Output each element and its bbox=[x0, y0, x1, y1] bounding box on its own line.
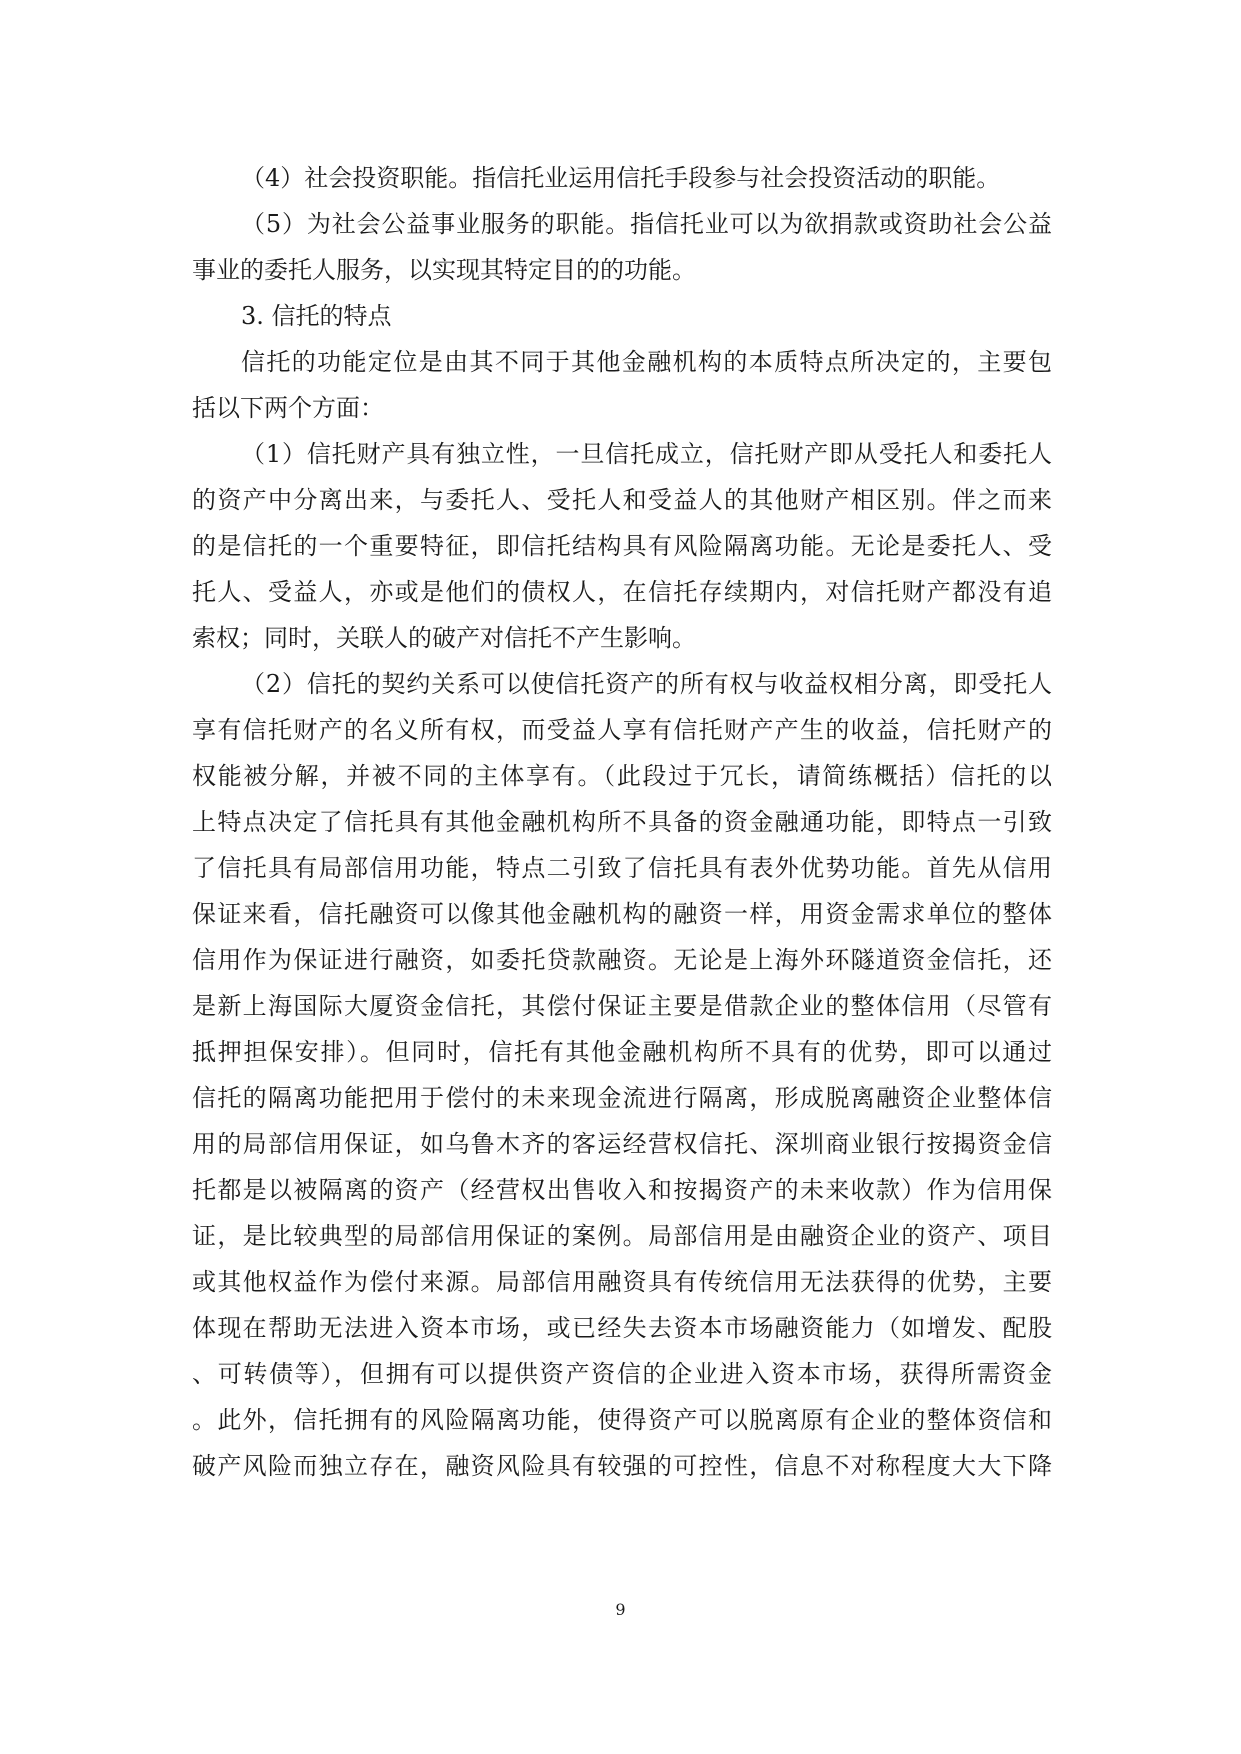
text-line-20: 抵押担保安排）。但同时，信托有其他金融机构所不具有的优势，即可以通过 bbox=[192, 1038, 1052, 1066]
text-line-14: 权能被分解，并被不同的主体享有。（此段过于冗长，请简练概括）信托的以 bbox=[192, 762, 1052, 790]
text-line-5: 信托的功能定位是由其不同于其他金融机构的本质特点所决定的，主要包 bbox=[241, 348, 1052, 376]
text-line-18: 信用作为保证进行融资，如委托贷款融资。无论是上海外环隧道资金信托，还 bbox=[192, 946, 1052, 974]
page-number: 9 bbox=[615, 1600, 626, 1619]
text-line-26: 体现在帮助无法进入资本市场，或已经失去资本市场融资能力（如增发、配股 bbox=[192, 1314, 1052, 1342]
text-line-10: 托人、受益人，亦或是他们的债权人，在信托存续期内，对信托财产都没有追 bbox=[192, 578, 1052, 606]
text-line-21: 信托的隔离功能把用于偿付的未来现金流进行隔离，形成脱离融资企业整体信 bbox=[192, 1084, 1052, 1112]
text-line-3: 事业的委托人服务，以实现其特定目的的功能。 bbox=[192, 256, 696, 284]
text-line-9: 的是信托的一个重要特征，即信托结构具有风险隔离功能。无论是委托人、受 bbox=[192, 532, 1052, 560]
text-line-11: 索权；同时，关联人的破产对信托不产生影响。 bbox=[192, 624, 696, 652]
text-line-29: 破产风险而独立存在，融资风险具有较强的可控性，信息不对称程度大大下降 bbox=[192, 1452, 1052, 1480]
text-line-27: 、可转债等），但拥有可以提供资产资信的企业进入资本市场，获得所需资金 bbox=[192, 1360, 1052, 1388]
section-heading: 3. 信托的特点 bbox=[241, 302, 392, 330]
text-line-6: 括以下两个方面： bbox=[192, 394, 384, 422]
text-line-13: 享有信托财产的名义所有权，而受益人享有信托财产产生的收益，信托财产的 bbox=[192, 716, 1052, 744]
text-line-2: （5）为社会公益事业服务的职能。指信托业可以为欲捐款或资助社会公益 bbox=[241, 210, 1052, 238]
text-line-24: 证，是比较典型的局部信用保证的案例。局部信用是由融资企业的资产、项目 bbox=[192, 1222, 1052, 1250]
text-line-17: 保证来看，信托融资可以像其他金融机构的融资一样，用资金需求单位的整体 bbox=[192, 900, 1052, 928]
text-line-19: 是新上海国际大厦资金信托，其偿付保证主要是借款企业的整体信用（尽管有 bbox=[192, 992, 1052, 1020]
text-line-12: （2）信托的契约关系可以使信托资产的所有权与收益权相分离，即受托人 bbox=[241, 670, 1052, 698]
text-line-22: 用的局部信用保证，如乌鲁木齐的客运经营权信托、深圳商业银行按揭资金信 bbox=[192, 1130, 1052, 1158]
text-line-23: 托都是以被隔离的资产（经营权出售收入和按揭资产的未来收款）作为信用保 bbox=[192, 1176, 1052, 1204]
text-line-1: （4）社会投资职能。指信托业运用信托手段参与社会投资活动的职能。 bbox=[241, 164, 1001, 192]
text-line-8: 的资产中分离出来，与委托人、受托人和受益人的其他财产相区别。伴之而来 bbox=[192, 486, 1052, 514]
text-line-16: 了信托具有局部信用功能，特点二引致了信托具有表外优势功能。首先从信用 bbox=[192, 854, 1052, 882]
text-line-7: （1）信托财产具有独立性，一旦信托成立，信托财产即从受托人和委托人 bbox=[241, 440, 1052, 468]
text-line-25: 或其他权益作为偿付来源。局部信用融资具有传统信用无法获得的优势，主要 bbox=[192, 1268, 1052, 1296]
text-line-28: 。此外，信托拥有的风险隔离功能，使得资产可以脱离原有企业的整体资信和 bbox=[192, 1406, 1052, 1434]
text-line-15: 上特点决定了信托具有其他金融机构所不具备的资金融通功能，即特点一引致 bbox=[192, 808, 1052, 836]
